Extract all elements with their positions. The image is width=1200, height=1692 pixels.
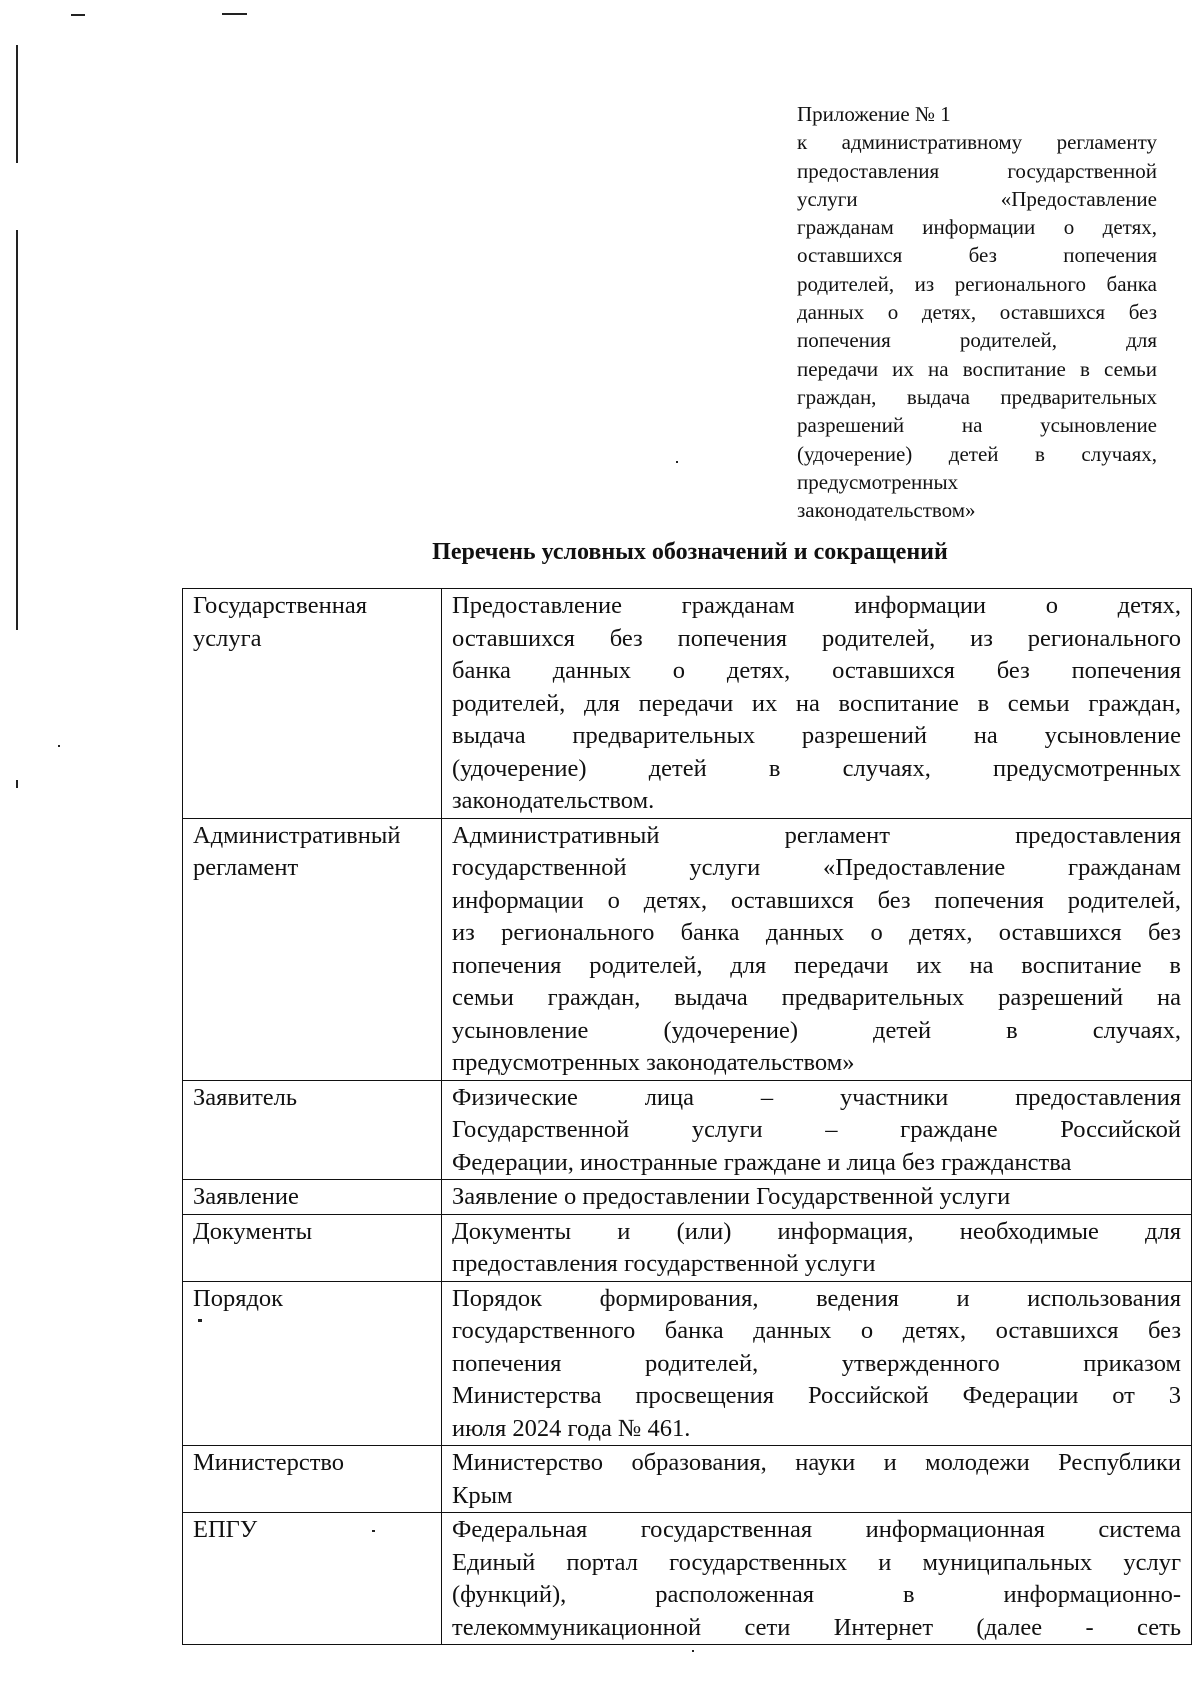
appendix-line: услуги «Предоставление xyxy=(797,186,1157,211)
appendix-line: (удочерение) детей в случаях, xyxy=(797,441,1157,466)
appendix-line: законодательством» xyxy=(797,498,976,523)
definition-line: Физические лица – участники предоставления xyxy=(452,1083,1181,1111)
definition-line: государственного банка данных о детях, оставшихся без xyxy=(452,1317,1181,1344)
term-line: услуга xyxy=(193,624,262,652)
definition-line: Заявление о предоставлении Государственной услуги xyxy=(452,1183,1011,1210)
definition-line: оставшихся без попечения родителей, из регионального xyxy=(452,624,1181,652)
definition-line: Предоставление гражданам информации о детях, xyxy=(452,592,1181,619)
definition-line: телекоммуникационной сети Интернет (далее - сеть xyxy=(452,1613,1181,1641)
term-cell xyxy=(183,818,442,1080)
definition-line: банка данных о детях, оставшихся без попечения xyxy=(452,657,1181,684)
term-line: Заявитель xyxy=(193,1083,298,1111)
term-line: ЕПГУ xyxy=(193,1516,258,1543)
definition-cell xyxy=(442,589,1192,819)
appendix-line: оставшихся без попечения xyxy=(797,243,1157,268)
term-cell xyxy=(183,1446,442,1513)
table-row xyxy=(183,1513,1192,1645)
scan-mark-left-edge-2 xyxy=(16,230,18,630)
definition-line: Административный регламент предоставления xyxy=(452,821,1181,849)
appendix-number: Приложение № 1 xyxy=(797,102,951,126)
term-cell xyxy=(183,1180,442,1215)
definition-line: Порядок формирования, ведения и использования xyxy=(452,1284,1181,1312)
appendix-line: к административному регламенту xyxy=(797,130,1157,155)
definition-cell xyxy=(442,1281,1192,1446)
definition-line: законодательством. xyxy=(452,787,655,814)
definition-cell xyxy=(442,1180,1192,1215)
definition-cell xyxy=(442,1080,1192,1180)
definition-line: (удочерение) детей в случаях, предусмотренных xyxy=(452,754,1181,782)
definition-line: Министерства просвещения Российской Федерации от 3 xyxy=(452,1382,1181,1409)
term-cell xyxy=(183,1281,442,1446)
scan-dot-1 xyxy=(676,461,678,463)
definition-line: попечения родителей, для передачи их на воспитание в xyxy=(452,951,1181,979)
term-line: Министерство xyxy=(193,1449,345,1476)
table-row xyxy=(183,589,1192,819)
appendix-line: разрешений на усыновление xyxy=(797,413,1157,438)
appendix-line: гражданам информации о детях, xyxy=(797,215,1157,240)
table-row xyxy=(183,1446,1192,1513)
term-line: Документы xyxy=(193,1217,313,1245)
term-cell xyxy=(183,1214,442,1281)
definition-line: попечения родителей, утвержденного приказом xyxy=(452,1349,1181,1377)
definition-line: июля 2024 года № 461. xyxy=(452,1414,691,1442)
appendix-line: предоставления государственной xyxy=(797,158,1157,183)
definition-line: информации о детях, оставшихся без попечения родителей, xyxy=(452,886,1181,914)
definition-cell xyxy=(442,818,1192,1080)
term-cell xyxy=(183,1513,442,1645)
definition-line: Министерство образования, науки и молодежи Республики xyxy=(452,1449,1181,1476)
definition-line: Крым xyxy=(452,1481,513,1509)
definition-line: Документы и (или) информация, необходимые для xyxy=(452,1217,1181,1245)
appendix-line: родителей, из регионального банка xyxy=(797,271,1157,296)
appendix-line: передачи их на воспитание в семьи xyxy=(797,356,1157,381)
table-row xyxy=(183,1180,1192,1215)
definition-line: усыновление (удочерение) детей в случаях, xyxy=(452,1016,1181,1044)
scan-mark-top xyxy=(222,13,247,15)
table-row xyxy=(183,1080,1192,1180)
definition-line: Государственной услуги – граждане Российской xyxy=(452,1116,1181,1143)
term-line: регламент xyxy=(193,854,299,881)
definition-line: выдача предварительных разрешений на усыновление xyxy=(452,722,1181,749)
table-row xyxy=(183,1281,1192,1446)
definition-line: (функций), расположенная в информационно- xyxy=(452,1581,1181,1608)
definition-cell xyxy=(442,1513,1192,1645)
scan-mark-left-dot xyxy=(16,780,18,788)
appendix-line: данных о детях, оставшихся без xyxy=(797,300,1157,325)
appendix-line: предусмотренных xyxy=(797,469,959,494)
definition-line: Федерации, иностранные граждане и лица без гражданства xyxy=(452,1148,1072,1176)
term-cell xyxy=(183,589,442,819)
definition-line: предоставления государственной услуги xyxy=(452,1250,876,1277)
definition-cell xyxy=(442,1214,1192,1281)
appendix-header xyxy=(797,100,1157,524)
definition-line: родителей, для передачи их на воспитание в семьи граждан, xyxy=(452,689,1181,717)
definition-line: государственной услуги «Предоставление гражданам xyxy=(452,854,1181,881)
term-line: Государственная xyxy=(193,592,367,619)
scan-mark-top-left xyxy=(71,14,85,16)
terms-table xyxy=(182,588,1192,1645)
appendix-line: попечения родителей, для xyxy=(797,328,1157,353)
definition-line: предусмотренных законодательством» xyxy=(452,1049,855,1076)
document-title: Перечень условных обозначений и сокращений xyxy=(432,539,948,565)
scan-dot-5 xyxy=(692,1650,694,1652)
term-line: Порядок xyxy=(193,1284,284,1312)
definition-line: Единый портал государственных и муниципальных услуг xyxy=(452,1548,1181,1576)
appendix-line: граждан, выдача предварительных xyxy=(797,384,1157,409)
scan-mark-left-edge xyxy=(16,45,18,163)
term-line: Заявление xyxy=(193,1183,299,1210)
term-cell xyxy=(183,1080,442,1180)
table-row xyxy=(183,1214,1192,1281)
definition-line: Федеральная государственная информационная система xyxy=(452,1516,1181,1543)
scan-dot-2 xyxy=(58,745,60,747)
table-row xyxy=(183,818,1192,1080)
definition-cell xyxy=(442,1446,1192,1513)
definition-line: семьи граждан, выдача предварительных разрешений на xyxy=(452,984,1181,1011)
term-line: Административный xyxy=(193,821,401,849)
definition-line: из регионального банка данных о детях, оставшихся без xyxy=(452,919,1181,946)
